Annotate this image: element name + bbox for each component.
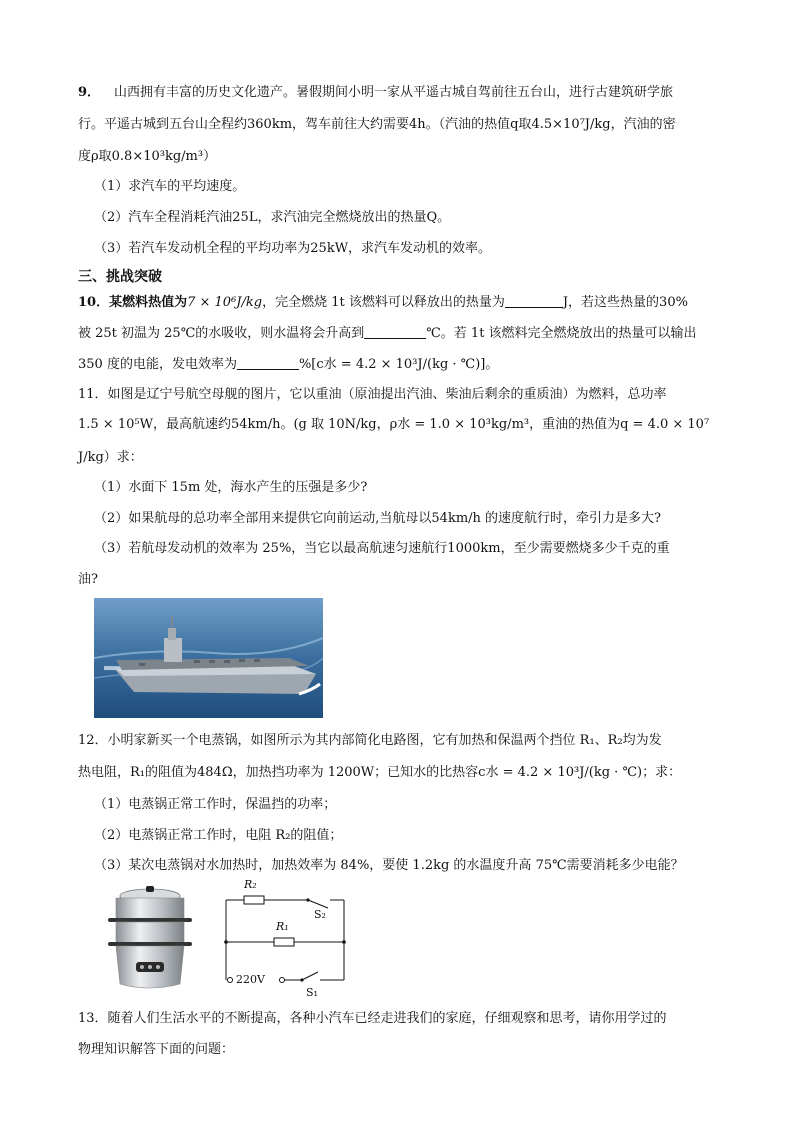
circuit-label-s2: S₂ (314, 908, 326, 921)
q13-line2: 物理知识解答下面的问题： (78, 1042, 235, 1057)
q9-sub1: （1）求汽车的平均速度。 (94, 179, 246, 194)
q10-blank-2 (364, 324, 426, 339)
circuit-label-r1: R₁ (276, 920, 289, 933)
electric-steamer-photo (102, 882, 198, 994)
q12-line2: 热电阻，R₁的阻值为484Ω，加热挡功率为 1200W；已知水的比热容c水 = 4.2 × 10³J/(kg · ℃)；求： (78, 765, 682, 780)
circuit-label-r2: R₂ (244, 878, 257, 891)
circuit-label-voltage: 220V (236, 973, 265, 986)
q9-line1 (78, 84, 673, 102)
q10-line3 (78, 355, 498, 374)
q12-sub3: （3）某次电蒸锅对水加热时，加热效率为 84%，要使 1.2kg 的水温度升高 75℃需要消耗多少电能？ (94, 858, 684, 873)
aircraft-carrier-photo (94, 598, 323, 718)
circuit-diagram (218, 876, 364, 1002)
q11-line3: J/kg）求： (78, 450, 143, 465)
q9-line2: 行。平遥古城到五台山全程约360km，驾车前往大约需要4h。（汽油的热值q取4.5×10⁷J/kg，汽油的密 (78, 117, 676, 132)
q11-sub1: （1）水面下 15m 处，海水产生的压强是多少? (94, 480, 368, 495)
q10-blank-1 (505, 293, 563, 308)
q10-text-2b: ℃。若 1t 该燃料完全燃烧放出的热量可以输出 (426, 326, 697, 341)
q10-text-1d: J，若这些热量的30% (562, 295, 688, 310)
q11-sub3a: （3）若航母发动机的效率为 25%，当它以最高航速匀速航行1000km，至少需要燃烧多少千克的重 (94, 541, 670, 556)
q12-sub2: （2）电蒸锅正常工作时，电阻 R₂的阻值； (94, 828, 343, 843)
q10-text-1a: 10．某燃料热值为 (78, 295, 188, 310)
q9-number: 9． (78, 85, 101, 100)
q10-heat-value: 7 × 10⁶J/kg (187, 295, 263, 310)
q10-text-3b: %[c水 = 4.2 × 10³J/(kg · ℃)]。 (298, 357, 499, 372)
q10-line1 (78, 293, 688, 312)
q11-sub2: （2）如果航母的总功率全部用来提供它向前运动,当航母以54km/h 的速度航行时，牵引力是多大? (94, 511, 662, 526)
q11-line2: 1.5 × 10⁵W，最高航速约54km/h。(g 取 10N/kg，ρ水 = 1.0 × 10³kg/m³，重油的热值为q = 4.0 × 10⁷ (78, 417, 710, 432)
q10-text-2a: 被 25t 初温为 25℃的水吸收，则水温将会升高到 (78, 326, 365, 341)
circuit-label-s1: S₁ (306, 986, 318, 999)
q11-line1: 11．如图是辽宁号航空母舰的图片，它以重油（原油提出汽油、柴油后剩余的重质油）为燃料，总功率 (78, 387, 667, 402)
q10-blank-3 (237, 355, 299, 370)
q13-line1: 13．随着人们生活水平的不断提高，各种小汽车已经走进我们的家庭，仔细观察和思考，请你用学过的 (78, 1011, 667, 1026)
section-heading: 三、挑战突破 (78, 269, 162, 285)
q10-text-1c: ，完全燃烧 1t 该燃料可以释放出的热量为 (262, 295, 505, 310)
q9-text-1: 山西拥有丰富的历史文化遗产。暑假期间小明一家从平遥古城自驾前往五台山，进行古建筑研学旅 (114, 85, 674, 100)
q10-text-3a: 350 度的电能，发电效率为 (78, 357, 237, 372)
q12-sub1: （1）电蒸锅正常工作时，保温挡的功率； (94, 797, 337, 812)
q10-line2 (78, 324, 697, 343)
q9-sub3: （3）若汽车发动机全程的平均功率为25kW，求汽车发动机的效率。 (94, 241, 492, 256)
q9-line3: 度ρ取0.8×10³kg/m³） (78, 149, 217, 164)
q12-line1: 12．小明家新买一个电蒸锅，如图所示为其内部简化电路图，它有加热和保温两个挡位 R₁、R₂均为发 (78, 733, 662, 748)
q11-sub3b: 油? (78, 572, 98, 587)
q9-sub2: （2）汽车全程消耗汽油25L，求汽油完全燃烧放出的热量Q。 (94, 210, 451, 225)
